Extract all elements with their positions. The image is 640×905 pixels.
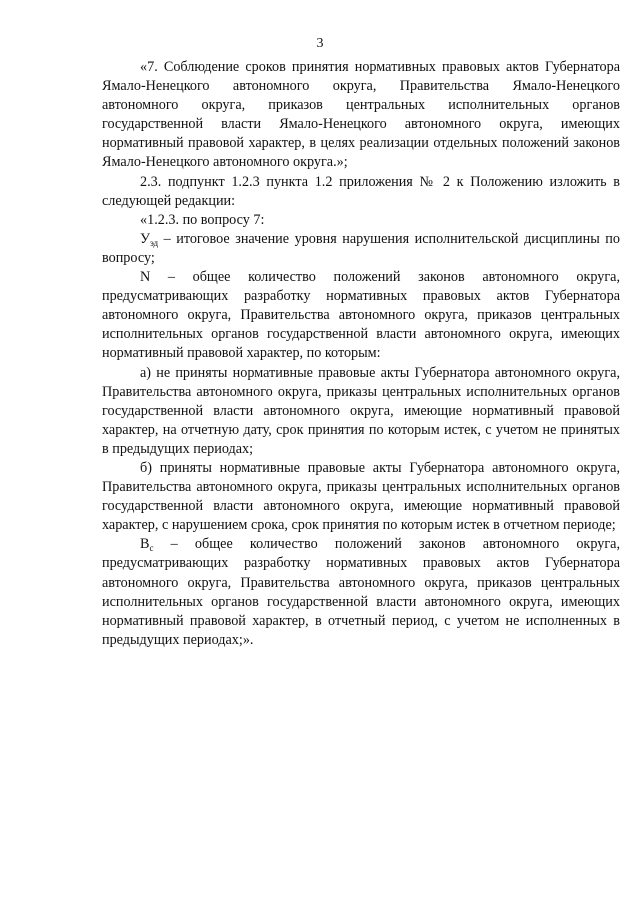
paragraph-list-item-a: а) не приняты нормативные правовые акты Губернатора автономного округа, Правительства автономного округа, приказы центральных исполнительных органов государственной власти автономного округа, имеющие нормативный правовой характер, на отчетную дату, срок принятия по которым истек, с учетом не принятых в предыдущих периодах;: [102, 364, 620, 457]
formula-subscript-ed: эд: [150, 237, 159, 248]
paragraph-definition-n: N – общее количество положений законов автономного округа, предусматривающих разработку нормативных правовых актов Губернатора автономного округа, Правительства автономного округа, приказов центральных исполнительных органов государственной власти автономного округа, имеющих нормативный правовой характер, по которым:: [102, 269, 620, 362]
paragraph-subitem-1-2-3: «1.2.3. по вопросу 7:: [140, 211, 265, 228]
paragraph-amendment-2-3: 2.3. подпункт 1.2.3 пункта 1.2 приложения № 2 к Положению изложить в следующей редакции:: [102, 173, 620, 209]
formula-symbol-u: У: [140, 230, 151, 247]
definition-bc-text: – общее количество положений законов автономного округа, предусматривающих разработку нормативных правовых актов Губернатора автономного округа, Правительства автономного округа, приказов центральных исполнительных органов государственной власти автономного округа, имеющих нормативный правовой характер, в отчетный период, с учетом не исполненных в предыдущих периодах;».: [102, 536, 620, 648]
paragraph-list-item-b: б) приняты нормативные правовые акты Губернатора автономного округа, Правительства автономного округа, приказы центральных исполнительных органов государственной власти автономного округа, имеющие нормативный правовой характер, с нарушением срока, срок принятия по которым истек в отчетном периоде;: [102, 459, 620, 534]
paragraph-item-7-definition: «7. Соблюдение сроков принятия нормативных правовых актов Губернатора Ямало-Ненецкого автономного округа, Правительства Ямало-Ненецкого автономного округа, приказов центральных исполнительных органов государственной власти Ямало-Ненецкого автономного округа, имеющих нормативный правовой характер, в целях реализации отдельных положений законов Ямало-Ненецкого автономного округа.»;: [102, 59, 620, 171]
paragraph-definition-u: [102, 230, 620, 268]
definition-u-text: – итоговое значение уровня нарушения исполнительской дисциплины по вопросу;: [102, 230, 620, 266]
formula-subscript-c: с: [149, 543, 154, 554]
paragraph-definition-bc: [102, 535, 620, 650]
document-body: [102, 58, 620, 650]
formula-symbol-b: В: [140, 536, 150, 553]
page-number: 3: [316, 36, 324, 51]
